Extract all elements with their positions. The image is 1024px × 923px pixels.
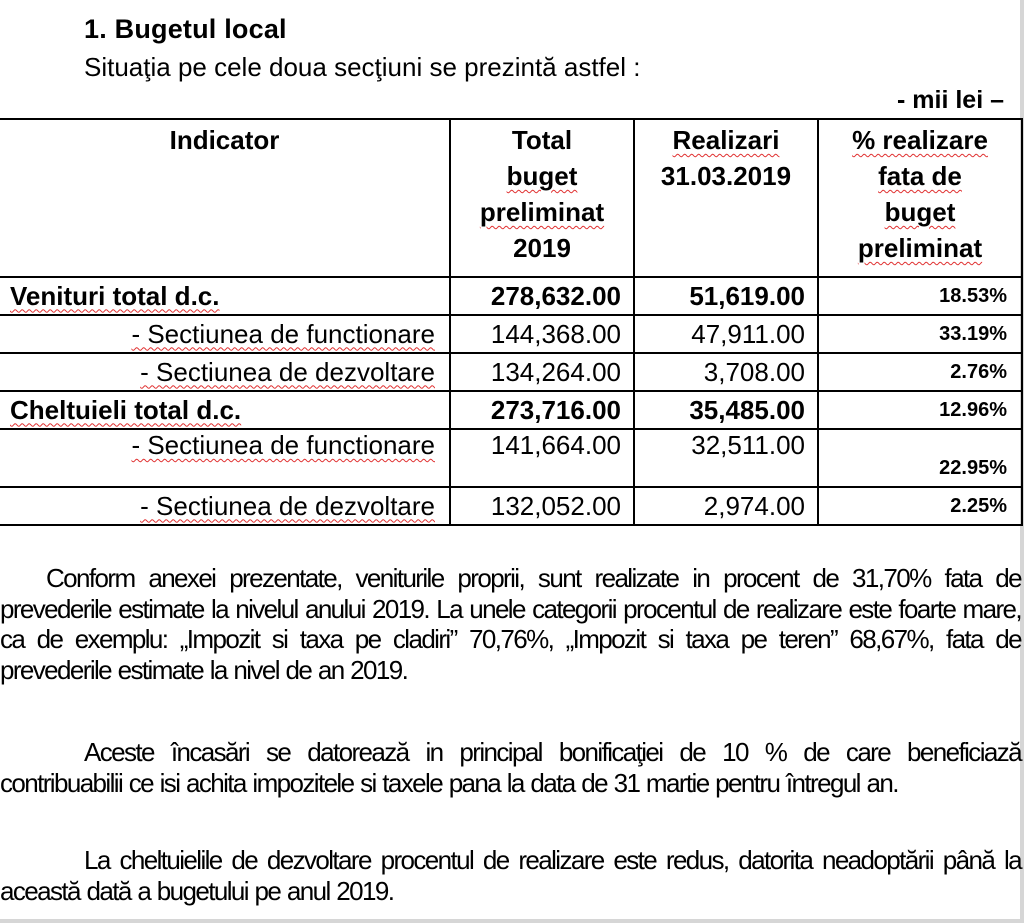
row-realizari: 51,619.00 [634,277,818,315]
header-indicator [0,119,450,277]
section-heading: 1. Bugetul local [84,14,287,44]
paragraph-text: Aceste încasări se datorează in principal bonificaţiei de 10 % de care beneficiază contribuabilii ce isi achita impozitele si taxele pana la data de 31 martie pentru întregul an. [0,737,1021,798]
header-total-buget [450,119,634,277]
row-procent: 33.19% [818,315,1022,353]
table-row-cheltuieli-total [0,391,1022,429]
page-bottom-edge [0,919,1024,923]
budget-table [0,118,1023,526]
header-line: fata de [878,161,962,191]
row-indicator [0,391,450,429]
paragraph-incasari [0,737,1021,798]
row-indicator [0,487,450,525]
row-realizari: 32,511.00 [634,429,818,487]
row-indicator [0,277,450,315]
header-line: 31.03.2019 [660,161,792,191]
row-indicator [0,353,450,391]
row-total-buget: 134,264.00 [450,353,634,391]
header-line: preliminat [479,197,605,227]
paragraph-cheltuieli-dezvoltare [0,845,1021,906]
row-realizari: 35,485.00 [634,391,818,429]
table-row-venituri-dezvoltare [0,353,1022,391]
row-total-buget: 273,716.00 [450,391,634,429]
header-line: Realizari [672,125,780,155]
indicator-text: - Sectiunea de dezvoltare [140,490,435,521]
header-line: 2019 [513,233,571,263]
header-line: Indicator [169,125,280,155]
header-line: % realizare [852,125,988,155]
indicator-text: - Sectiunea de functionare [131,318,435,349]
table-row-venituri-total [0,277,1022,315]
indicator-text: Venituri total d.c. [10,280,220,311]
header-procent-realizare [818,119,1022,277]
row-realizari: 2,974.00 [634,487,818,525]
indicator-text: - Sectiunea de dezvoltare [140,356,435,387]
row-total-buget: 144,368.00 [450,315,634,353]
table-row-cheltuieli-dezvoltare [0,487,1022,525]
indicator-text: Cheltuieli total d.c. [10,394,242,425]
row-procent: 18.53% [818,277,1022,315]
row-indicator [0,429,450,487]
row-total-buget: 278,632.00 [450,277,634,315]
row-procent: 22.95% [818,429,1022,487]
table-row-cheltuieli-functionare [0,429,1022,487]
header-line: preliminat [857,233,983,263]
row-realizari: 3,708.00 [634,353,818,391]
table-row-venituri-functionare [0,315,1022,353]
header-line: Total [511,125,573,155]
paragraph-venituri-proprii [0,563,1021,685]
header-line: buget [506,161,578,191]
row-procent: 12.96% [818,391,1022,429]
row-realizari: 47,911.00 [634,315,818,353]
header-line: buget [884,197,956,227]
section-subheading: Situaţia pe cele doua secţiuni se prezintă astfel : [84,52,641,82]
paragraph-text: La cheltuielile de dezvoltare procentul de realizare este redus, datorita neadoptării până la această dată a bugetului pe anul 2019. [0,845,1021,906]
indicator-text: - Sectiunea de functionare [131,430,435,460]
unit-label: - mii lei – [897,86,1004,114]
table-header-row [0,119,1022,277]
header-realizari [634,119,818,277]
row-procent: 2.76% [818,353,1022,391]
row-procent: 2.25% [818,487,1022,525]
row-total-buget: 141,664.00 [450,429,634,487]
row-indicator [0,315,450,353]
row-total-buget: 132,052.00 [450,487,634,525]
paragraph-text: Conform anexei prezentate, veniturile proprii, sunt realizate in procent de 31,70% fata de prevederile estimate la nivelul anului 2019. La unele categorii procentul de realizare este foarte mare, ca de exemplu: „Impozit si taxa pe cladiri” 70,76%, „Impozit si taxa pe teren” 68,67%, fata de prevederile estimate la nivel de an 2019. [0,563,1021,685]
